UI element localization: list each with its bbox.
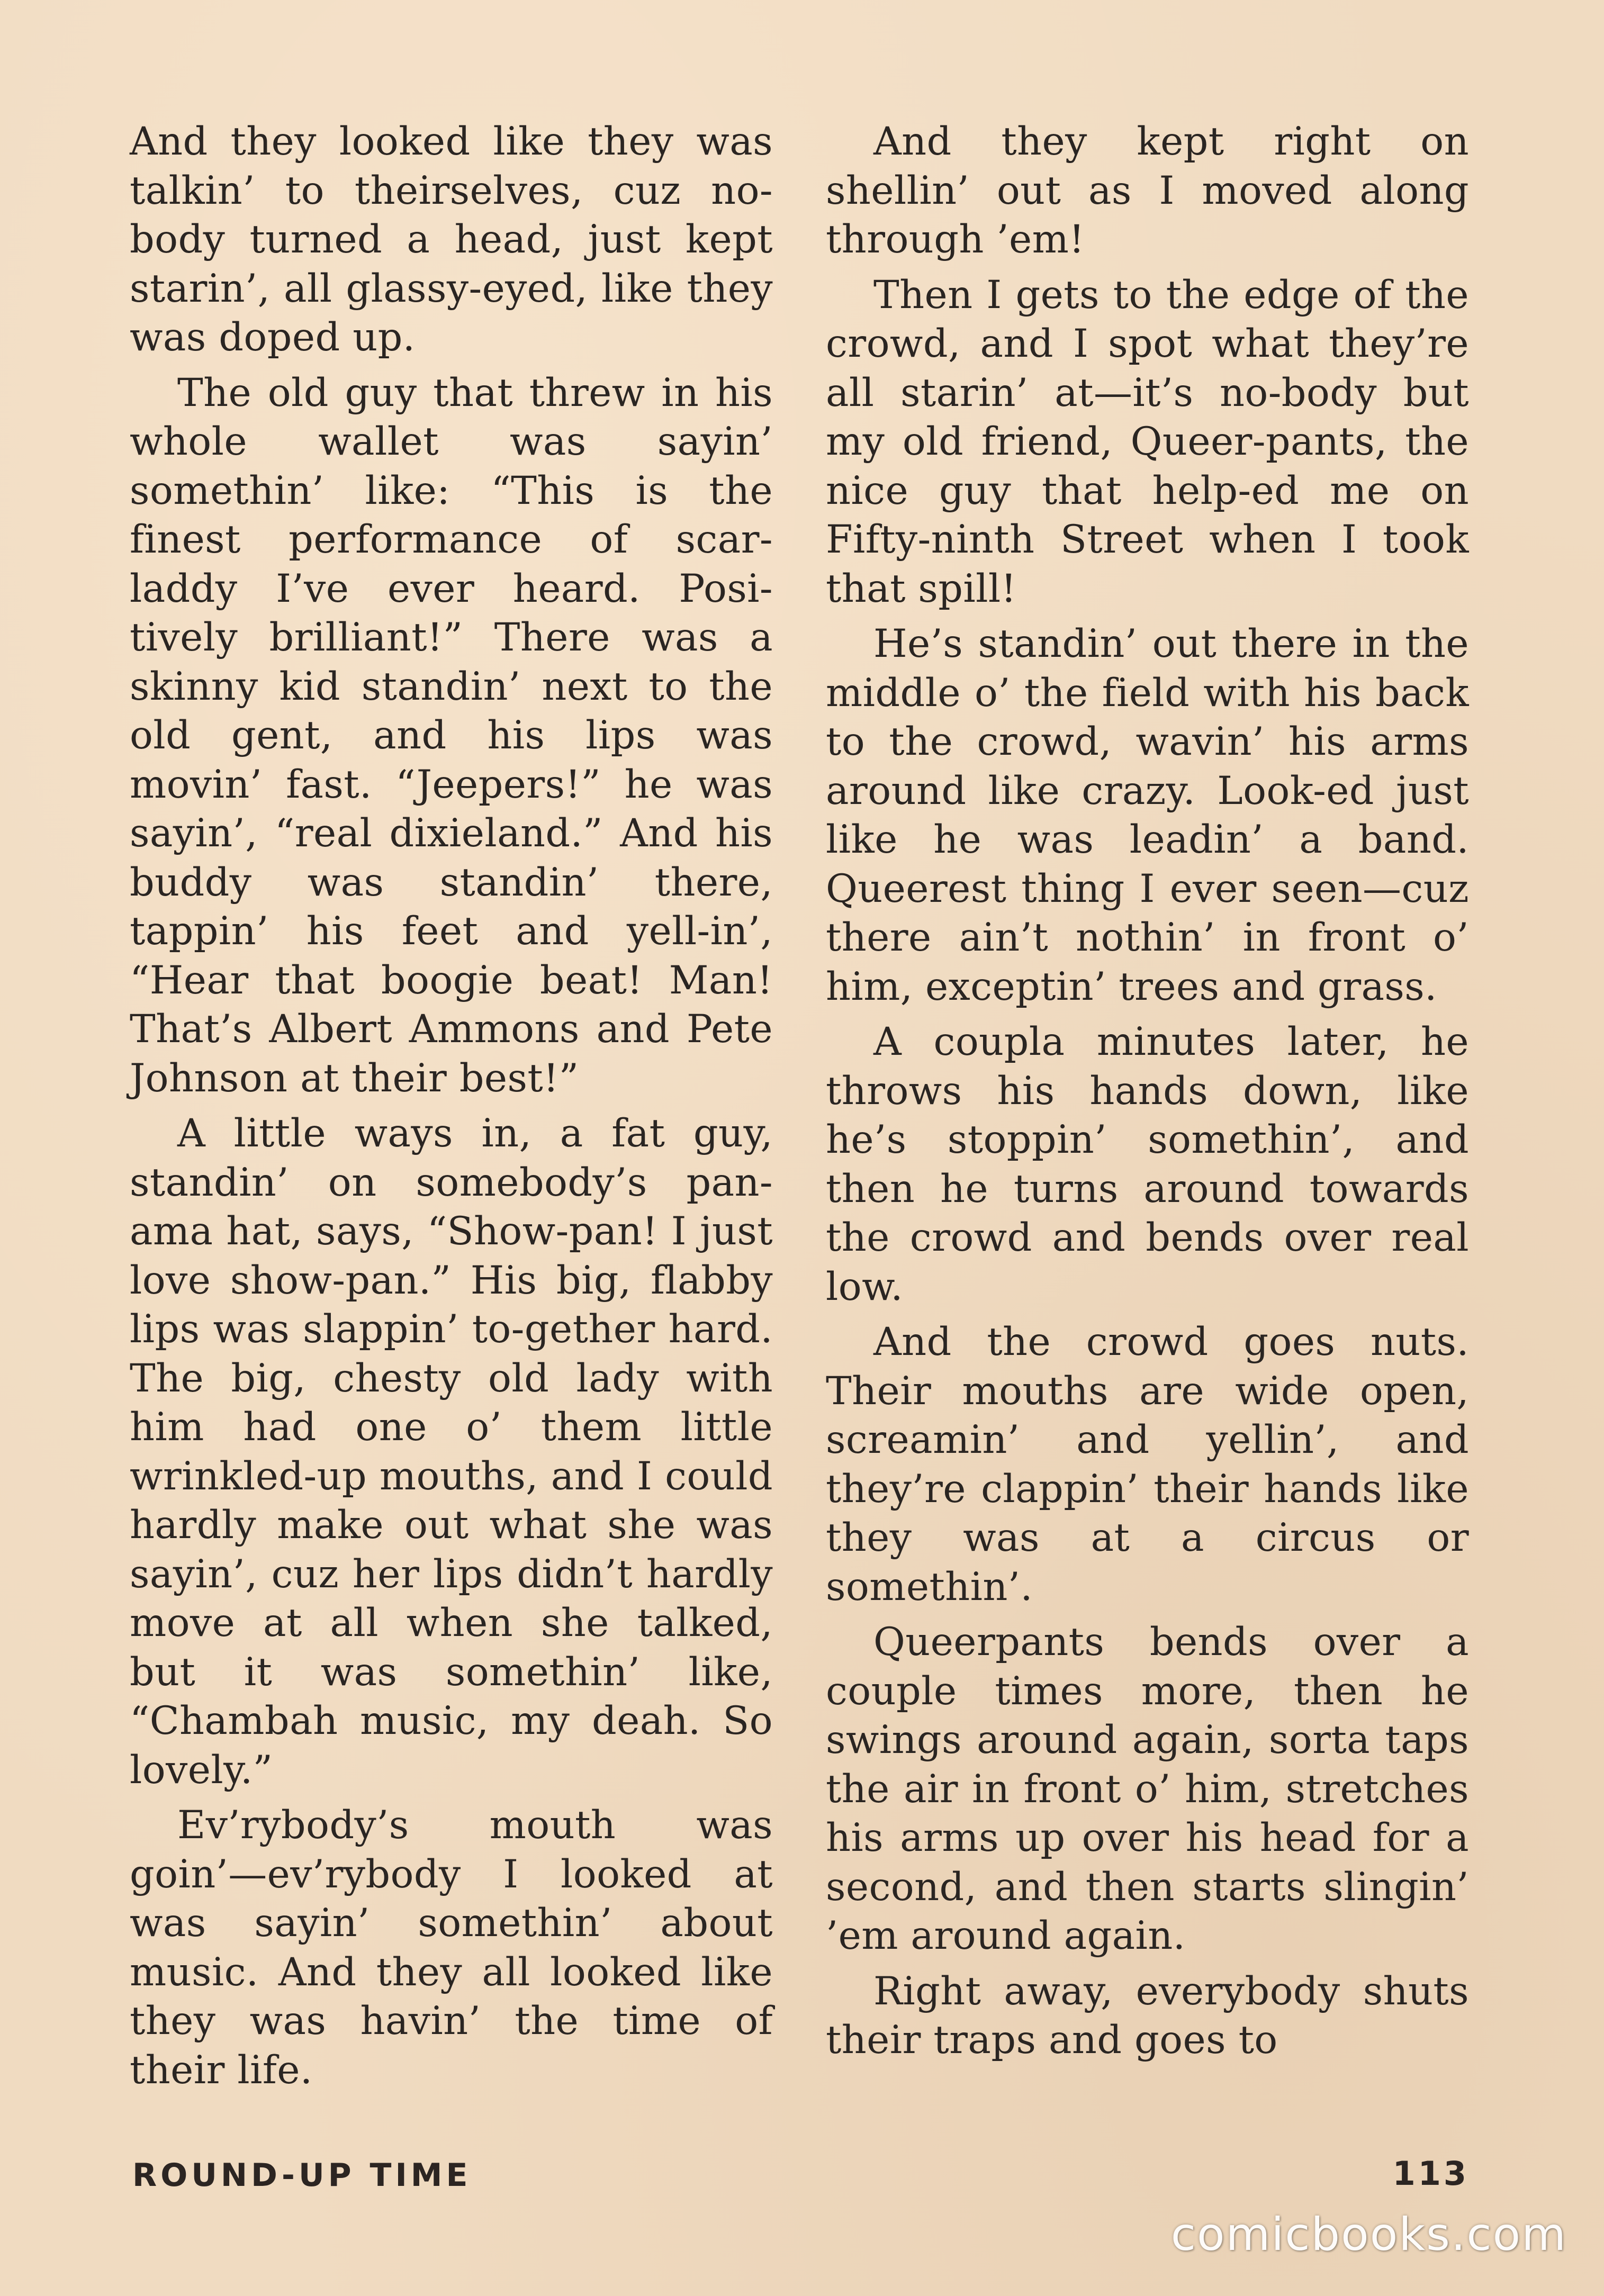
paragraph: A little ways in, a fat guy, standin’ on somebody’s pan-ama hat, says, “Show-pan! I just love show-pan.” His big, flabby lips was slappin’ to-gether hard. The big, chesty old lady with him had one o’ them little wrinkled-up mouths, and I could hardly make out what she was sayin’, cuz her lips didn’t hardly move at all when she talked, but it was somethin’ like, “Chambah music, my deah. So lovely.” [130,1111,773,1793]
paragraph: A coupla minutes later, he throws his hands down, like he’s stoppin’ somethin’, and then he turns around towards the crowd and bends over real low. [826,1019,1469,1309]
paragraph: And the crowd goes nuts. Their mouths are wide open, screamin’ and yellin’, and they’re clappin’ their hands like they was at a circus or somethin’. [826,1319,1469,1610]
page-number: 113 [1392,2154,1469,2193]
paragraph: Ev’rybody’s mouth was goin’—ev’rybody I looked at was sayin’ somethin’ about music. And they all looked like they was havin’ the time of their life. [130,1803,773,2093]
paragraph: Queerpants bends over a couple times more, then he swings around again, sorta taps the air in front o’ him, stretches his arms up over his head for a second, and then starts slingin’ ’em around again. [826,1620,1469,1958]
watermark: comicbooks.com [1170,2208,1567,2261]
right-text-column [826,117,1469,2065]
paragraph: And they looked like they was talkin’ to theirselves, cuz no-body turned a head, just kept starin’, all glassy-eyed, like they was doped up. [130,119,773,360]
running-title: ROUND-UP TIME [132,2157,472,2194]
paragraph: He’s standin’ out there in the middle o’ the field with his back to the crowd, wavin’ his arms around like crazy. Look-ed just like he was leadin’ a band. Queerest thing I ever seen—cuz there ain’t nothin’ in front o’ him, exceptin’ trees and grass. [826,621,1469,1009]
left-text-column [130,117,773,2095]
paragraph: Then I gets to the edge of the crowd, and I spot what they’re all starin’ at—it’s no-body but my old friend, Queer-pants, the nice guy that help-ed me on Fifty-ninth Street when I took that spill! [826,272,1469,611]
paragraph: Right away, everybody shuts their traps and goes to [826,1968,1469,2063]
paragraph: The old guy that threw in his whole wallet was sayin’ somethin’ like: “This is the finest performance of scar-laddy I’ve ever heard. Posi-tively brilliant!” There was a skinny kid standin’ next to the old gent, and his lips was movin’ fast. “Jeepers!” he was sayin’, “real dixieland.” And his buddy was standin’ there, tappin’ his feet and yell-in’, “Hear that boogie beat! Man! That’s Albert Ammons and Pete Johnson at their best!” [130,370,773,1101]
paragraph: And they kept right on shellin’ out as I moved along through ’em! [826,119,1469,262]
